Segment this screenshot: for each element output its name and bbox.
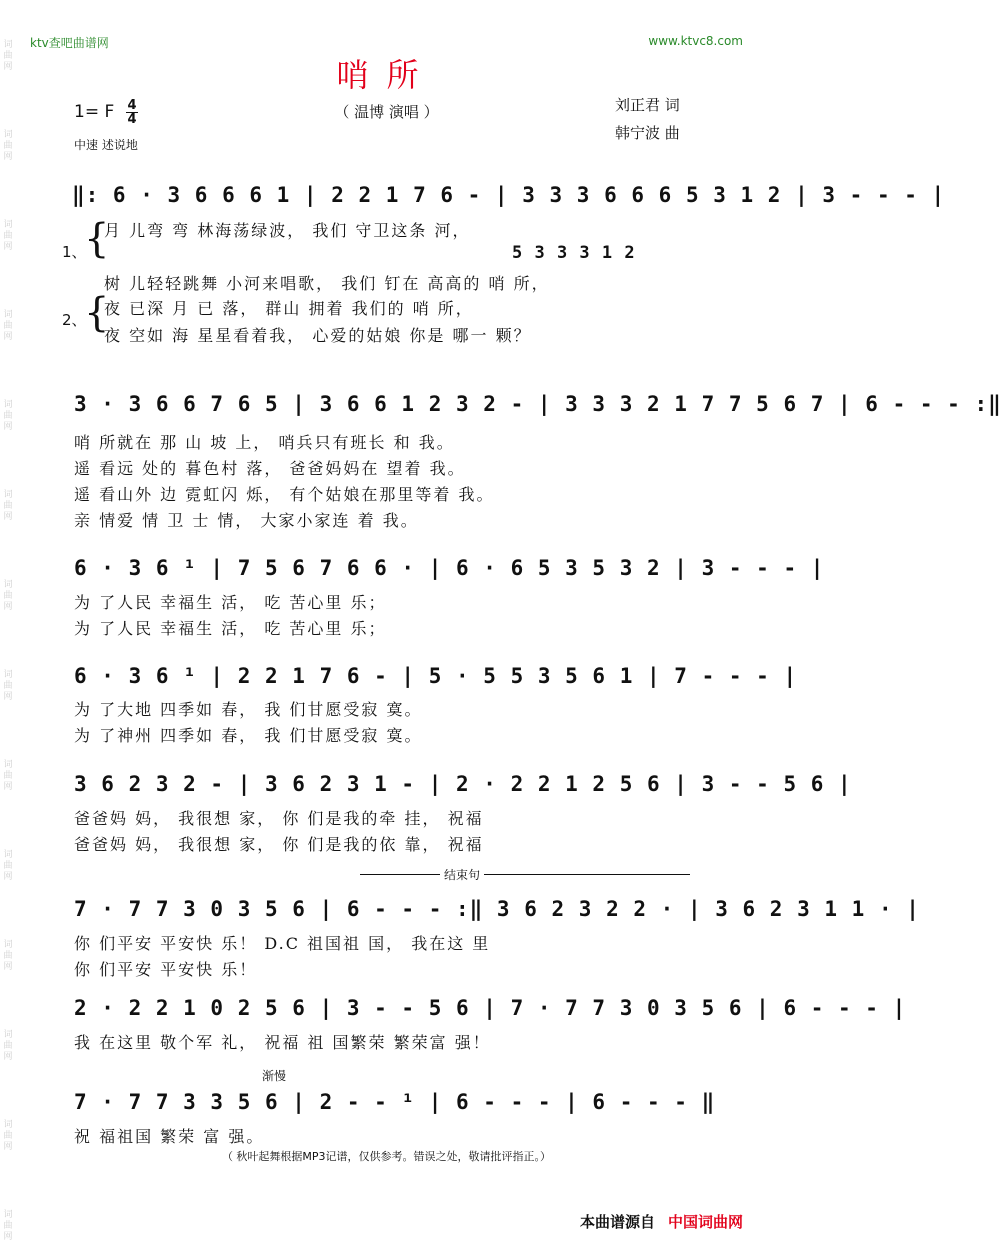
- notation-row-5: 3 6 2 3 2 - | 3 6 2 3 1 - | 2 · 2 2 1 2 5 6 | 3 - - 5 6 |: [74, 772, 852, 796]
- watermark-char: 网: [3, 962, 13, 972]
- composer-credit: 韩宁波 曲: [615, 124, 680, 142]
- watermark-char: 词: [3, 1210, 13, 1220]
- watermark-char: 曲: [3, 861, 13, 871]
- watermark-char: 词: [3, 310, 13, 320]
- lyric-row-3-line-1: 为 了人民 幸福生 活， 吃 苦心里 乐；: [74, 593, 387, 612]
- alt-notation: 5 3 3 3 1 2: [512, 243, 636, 263]
- watermark-char: 词: [3, 850, 13, 860]
- notation-row-7: 2 · 2 2 1 0 2 5 6 | 3 - - 5 6 | 7 · 7 7 3 0 3 5 6 | 6 - - - |: [74, 996, 907, 1020]
- watermark-char: 网: [3, 422, 13, 432]
- watermark-block: [2, 310, 14, 343]
- lyric-row-1-line-1: 月 儿弯 弯 林海荡绿波， 我们 守卫这条 河，: [104, 221, 471, 240]
- watermark-block: [2, 130, 14, 163]
- time-signature-bottom: 4: [127, 112, 137, 127]
- lyric-row-3-line-2: 为 了人民 幸福生 活， 吃 苦心里 乐；: [74, 619, 387, 638]
- notation-row-3: 6 · 3 6 ¹ | 7 5 6 7 6 6 · | 6 · 6 5 3 5 3 2 | 3 - - - |: [74, 556, 825, 580]
- lyric-row-8-line-1: 祝 福祖国 繁荣 富 强。: [74, 1127, 265, 1146]
- key-signature: 1= F: [74, 102, 115, 122]
- source-site-link[interactable]: 中国词曲网: [667, 1213, 743, 1231]
- watermark-block: [2, 400, 14, 433]
- time-signature: [126, 99, 138, 126]
- watermark-char: 网: [3, 602, 13, 612]
- watermark-char: 曲: [3, 591, 13, 601]
- lyric-row-5-line-2: 爸爸妈 妈， 我很想 家， 你 们是我的依 靠， 祝福: [74, 835, 484, 854]
- header-left-site[interactable]: ktv查吧曲谱网: [30, 36, 109, 50]
- watermark-block: [2, 670, 14, 703]
- watermark-char: 曲: [3, 321, 13, 331]
- watermark-char: 词: [3, 940, 13, 950]
- watermark-char: 词: [3, 130, 13, 140]
- lyric-row-2-line-1: 哨 所就在 那 山 坡 上， 哨兵只有班长 和 我。: [74, 433, 455, 452]
- watermark-block: [2, 1030, 14, 1063]
- song-title: 哨所: [336, 56, 437, 94]
- ending-bracket-line: [360, 874, 690, 875]
- tempo-marking: 中速 述说地: [74, 138, 138, 152]
- lyric-row-2-line-3: 遥 看山外 边 霓虹闪 烁， 有个姑娘在那里等着 我。: [74, 485, 495, 504]
- watermark-char: 曲: [3, 231, 13, 241]
- verse-brace-1: {: [84, 216, 110, 262]
- watermark-char: 词: [3, 760, 13, 770]
- verse-brace-2: {: [84, 290, 110, 336]
- lyric-row-2-line-4: 亲 情爱 情 卫 士 情， 大家小家连 着 我。: [74, 511, 419, 530]
- ritardando-label: 渐慢: [262, 1069, 287, 1083]
- watermark-char: 网: [3, 1052, 13, 1062]
- watermark-char: 词: [3, 670, 13, 680]
- transcriber-note: （ 秋叶起舞根据MP3记谱，仅供参考。错误之处，敬请批评指正。）: [221, 1150, 552, 1163]
- verse-number-2: 2、: [62, 311, 87, 329]
- watermark-char: 网: [3, 1142, 13, 1152]
- watermark-char: 网: [3, 512, 13, 522]
- watermark-char: 网: [3, 332, 13, 342]
- watermark-char: 网: [3, 152, 13, 162]
- lyric-row-1-line-3: 夜 已深 月 已 落， 群山 拥着 我们的 哨 所，: [104, 299, 474, 318]
- watermark-char: 曲: [3, 951, 13, 961]
- watermark-char: 曲: [3, 411, 13, 421]
- lyric-row-1-line-4: 夜 空如 海 星星看着我， 心爱的姑娘 你是 哪一 颗？: [104, 326, 532, 345]
- watermark-char: 词: [3, 400, 13, 410]
- watermark-block: [2, 760, 14, 793]
- watermark-block: [2, 490, 14, 523]
- watermark-block: [2, 1210, 14, 1243]
- watermark-char: 网: [3, 1232, 13, 1242]
- watermark-char: 曲: [3, 141, 13, 151]
- header-right-site[interactable]: www.ktvc8.com: [648, 34, 743, 48]
- watermark-char: 曲: [3, 51, 13, 61]
- lyric-row-5-line-1: 爸爸妈 妈， 我很想 家， 你 们是我的牵 挂， 祝福: [74, 809, 484, 828]
- watermark-char: 曲: [3, 501, 13, 511]
- watermark-char: 网: [3, 62, 13, 72]
- watermark-block: [2, 220, 14, 253]
- notation-row-1: ‖: 6 · 3 6 6 6 1 | 2 2 1 7 6 - | 3 3 3 6 6 6 5 3 1 2 | 3 - - - |: [72, 183, 946, 207]
- watermark-char: 曲: [3, 771, 13, 781]
- lyric-row-7-line-1: 我 在这里 敬个军 礼， 祝福 祖 国繁荣 繁荣富 强！: [74, 1033, 491, 1052]
- watermark-block: [2, 580, 14, 613]
- watermark-char: 词: [3, 40, 13, 50]
- watermark-block: [2, 940, 14, 973]
- watermark-char: 词: [3, 580, 13, 590]
- watermark-char: 网: [3, 242, 13, 252]
- watermark-char: 词: [3, 1030, 13, 1040]
- watermark-char: 曲: [3, 681, 13, 691]
- watermark-char: 曲: [3, 1221, 13, 1231]
- time-signature-top: 4: [127, 98, 137, 113]
- notation-row-4: 6 · 3 6 ¹ | 2 2 1 7 6 - | 5 · 5 5 3 5 6 1 | 7 - - - |: [74, 664, 798, 688]
- watermark-char: 曲: [3, 1131, 13, 1141]
- lyricist-credit: 刘正君 词: [615, 96, 680, 114]
- watermark-char: 词: [3, 1120, 13, 1130]
- lyric-row-4-line-1: 为 了大地 四季如 春， 我 们甘愿受寂 寞。: [74, 700, 423, 719]
- lyric-row-2-line-2: 遥 看远 处的 暮色村 落， 爸爸妈妈在 望着 我。: [74, 459, 466, 478]
- watermark-char: 词: [3, 220, 13, 230]
- watermark-char: 网: [3, 782, 13, 792]
- verse-number-1: 1、: [62, 243, 87, 261]
- watermark-block: [2, 850, 14, 883]
- ending-label: 结束句: [440, 866, 484, 883]
- notation-row-6: 7 · 7 7 3 0 3 5 6 | 6 - - - :‖ 3 6 2 3 2 2 · | 3 6 2 3 1 1 · |: [74, 897, 920, 921]
- notation-row-8: 7 · 7 7 3 3 5 6 | 2 - - ¹ | 6 - - - | 6 - - - ‖: [74, 1090, 716, 1114]
- lyric-row-1-line-2: 树 儿轻轻跳舞 小河来唱歌， 我们 钉在 高高的 哨 所，: [104, 274, 550, 293]
- notation-row-2: 3 · 3 6 6 7 6 5 | 3 6 6 1 2 3 2 - | 3 3 3 2 1 7 7 5 6 7 | 6 - - - :‖: [74, 392, 1002, 416]
- watermark-char: 网: [3, 872, 13, 882]
- lyric-row-4-line-2: 为 了神州 四季如 春， 我 们甘愿受寂 寞。: [74, 726, 423, 745]
- lyric-row-6-line-1: 你 们平安 平安快 乐！ D.C 祖国祖 国， 我在这 里: [74, 934, 491, 953]
- song-performer: （ 温博 演唱 ）: [334, 103, 439, 121]
- source-label: 本曲谱源自: [579, 1213, 655, 1231]
- watermark-char: 网: [3, 692, 13, 702]
- lyric-row-6-line-2: 你 们平安 平安快 乐！: [74, 960, 258, 979]
- watermark-char: 曲: [3, 1041, 13, 1051]
- watermark-char: 词: [3, 490, 13, 500]
